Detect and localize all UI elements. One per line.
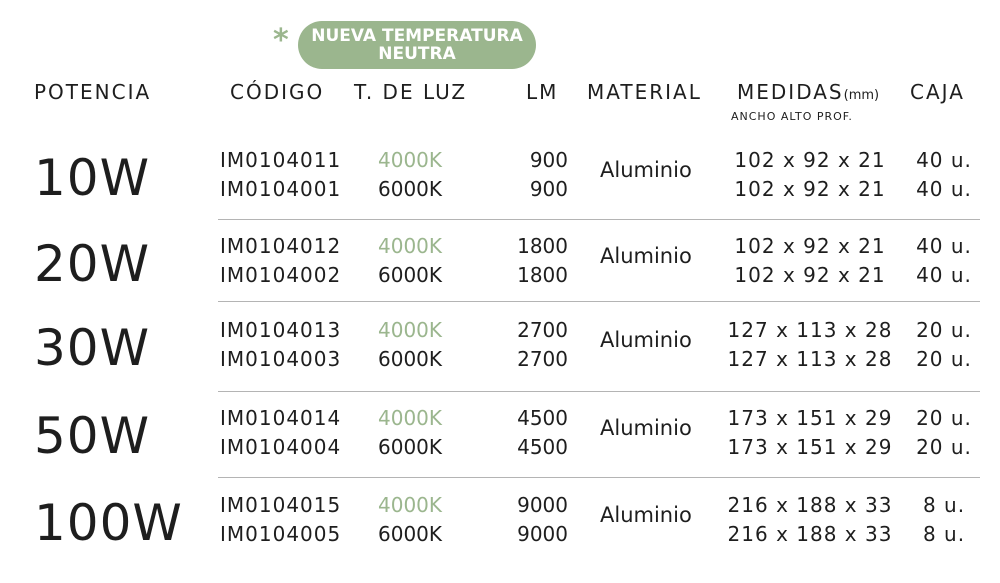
light-temperature-value: 6000K xyxy=(378,177,443,201)
box-quantity-value: 8 u. xyxy=(922,493,966,517)
code-value: IM0104013 xyxy=(220,318,342,342)
header-potencia: POTENCIA xyxy=(34,80,152,104)
box-quantity-value: 40 u. xyxy=(916,177,972,201)
box-quantity-value: 20 u. xyxy=(916,318,972,342)
code-value: IM0104014 xyxy=(220,406,342,430)
measures-value: 102 x 92 x 21 xyxy=(734,177,886,201)
header-medidas-sub: ANCHO ALTO PROF. xyxy=(731,110,853,123)
table-row xyxy=(0,318,1000,408)
light-temperature-value: 4000K xyxy=(378,318,443,342)
code-value: IM0104011 xyxy=(220,148,342,172)
lumens-value: 4500 xyxy=(517,435,568,459)
power-value: 30W xyxy=(34,319,151,377)
box-quantity-value: 20 u. xyxy=(916,347,972,371)
measures-value: 102 x 92 x 21 xyxy=(734,234,886,258)
code-value: IM0104003 xyxy=(220,347,342,371)
measures-value: 102 x 92 x 21 xyxy=(734,263,886,287)
code-value: IM0104012 xyxy=(220,234,342,258)
lumens-value: 1800 xyxy=(517,234,568,258)
code-value: IM0104001 xyxy=(220,177,342,201)
lumens-value: 2700 xyxy=(517,347,568,371)
header-material: MATERIAL xyxy=(587,80,702,104)
lumens-value: 900 xyxy=(529,177,568,201)
box-quantity-value: 40 u. xyxy=(916,148,972,172)
header-medidas xyxy=(737,80,879,104)
asterisk-icon: * xyxy=(273,23,289,58)
badge-line-1: NUEVA TEMPERATURA xyxy=(311,26,523,46)
row-divider xyxy=(218,391,980,392)
badge-line-2: NEUTRA xyxy=(378,44,456,64)
measures-value: 173 x 151 x 29 xyxy=(727,406,893,430)
code-value: IM0104015 xyxy=(220,493,342,517)
code-value: IM0104004 xyxy=(220,435,342,459)
measures-value: 216 x 188 x 33 xyxy=(727,493,893,517)
row-divider xyxy=(218,301,980,302)
box-quantity-value: 40 u. xyxy=(916,234,972,258)
power-value: 10W xyxy=(34,149,151,207)
material-value: Aluminio xyxy=(600,503,692,527)
code-value: IM0104002 xyxy=(220,263,342,287)
header-caja: CAJA xyxy=(910,80,965,104)
table-row xyxy=(0,234,1000,324)
material-value: Aluminio xyxy=(600,244,692,268)
lumens-value: 4500 xyxy=(517,406,568,430)
measures-value: 127 x 113 x 28 xyxy=(727,347,893,371)
code-value: IM0104005 xyxy=(220,522,342,546)
row-divider xyxy=(218,219,980,220)
table-row xyxy=(0,148,1000,238)
power-value: 20W xyxy=(34,235,151,293)
light-temperature-value: 6000K xyxy=(378,522,443,546)
power-value: 50W xyxy=(34,407,151,465)
lumens-value: 9000 xyxy=(517,522,568,546)
measures-value: 216 x 188 x 33 xyxy=(727,522,893,546)
lumens-value: 1800 xyxy=(517,263,568,287)
header-t-luz: T. DE LUZ xyxy=(354,80,468,104)
light-temperature-value: 4000K xyxy=(378,148,443,172)
power-value: 100W xyxy=(34,494,183,552)
material-value: Aluminio xyxy=(600,416,692,440)
light-temperature-value: 6000K xyxy=(378,263,443,287)
new-neutral-temperature-badge xyxy=(298,21,536,69)
table-row xyxy=(0,493,1000,583)
header-codigo: CÓDIGO xyxy=(230,80,325,104)
box-quantity-value: 20 u. xyxy=(916,435,972,459)
measures-value: 127 x 113 x 28 xyxy=(727,318,893,342)
table-row xyxy=(0,406,1000,496)
lumens-value: 9000 xyxy=(517,493,568,517)
measures-value: 102 x 92 x 21 xyxy=(734,148,886,172)
light-temperature-value: 6000K xyxy=(378,347,443,371)
header-medidas-unit: (mm) xyxy=(843,88,880,103)
material-value: Aluminio xyxy=(600,328,692,352)
light-temperature-value: 4000K xyxy=(378,406,443,430)
material-value: Aluminio xyxy=(600,158,692,182)
header-lm: LM xyxy=(526,80,559,104)
box-quantity-value: 8 u. xyxy=(922,522,966,546)
measures-value: 173 x 151 x 29 xyxy=(727,435,893,459)
light-temperature-value: 4000K xyxy=(378,234,443,258)
light-temperature-value: 4000K xyxy=(378,493,443,517)
box-quantity-value: 20 u. xyxy=(916,406,972,430)
header-medidas-label: MEDIDAS xyxy=(737,80,844,104)
row-divider xyxy=(218,477,980,478)
box-quantity-value: 40 u. xyxy=(916,263,972,287)
lumens-value: 2700 xyxy=(517,318,568,342)
light-temperature-value: 6000K xyxy=(378,435,443,459)
lumens-value: 900 xyxy=(529,148,568,172)
